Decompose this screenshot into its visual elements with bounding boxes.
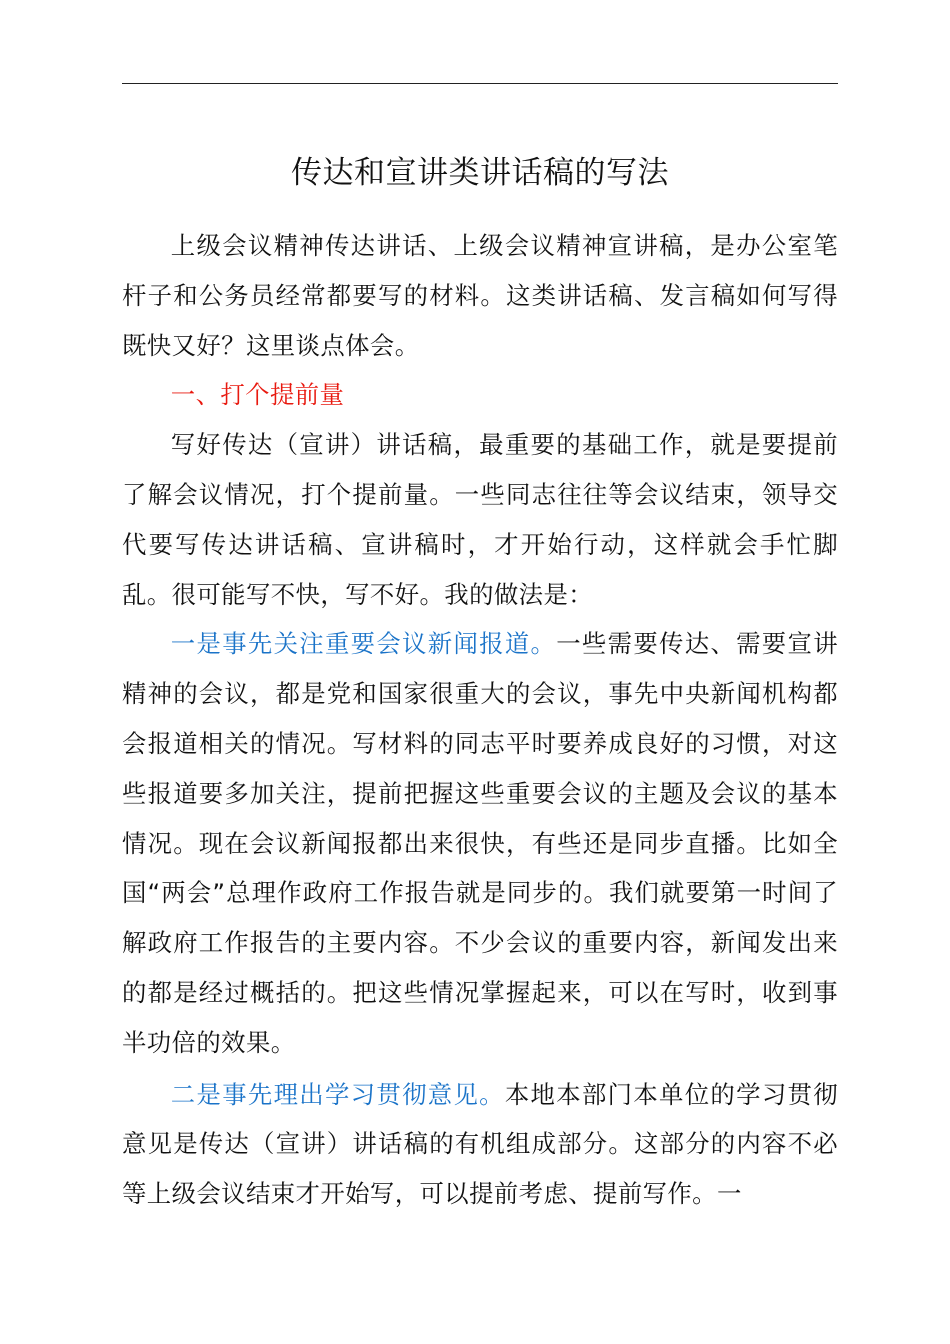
point-one-body: 一些需要传达、需要宣讲精神的会议，都是党和国家很重大的会议，事先中央新闻机构都会报道相关的情况。写材料的同志平时要养成良好的习惯，对这些报道要多加关注，提前把握这些重要会议的主题及会议的基本情况。现在会议新闻报都出来很快，有些还是同步直播。比如全国“两会”总理作政府工作报告就是同步的。我们就要第一时间了解政府工作报告的主要内容。不少会议的重要内容，新闻发出来的都是经过概括的。把这些情况掌握起来，可以在写时，收到事半功倍的效果。 [122,629,838,1057]
document-body [122,221,838,1219]
point-two-lead: 二是事先理出学习贯彻意见。 [170,1079,505,1109]
section-heading: 一、打个提前量 [170,380,345,410]
point-two-paragraph [122,1070,838,1219]
point-one-paragraph [122,619,838,1067]
intro-paragraph: 上级会议精神传达讲话、上级会议精神宣讲稿，是办公室笔杆子和公务员经常都要写的材料。这类讲话稿、发言稿如何写得既快又好？这里谈点体会。 [122,231,838,360]
point-two-body: 本地本部门本单位的学习贯彻意见是传达（宣讲）讲话稿的有机组成部分。这部分的内容不必等上级会议结束才开始写，可以提前考虑、提前写作。一 [122,1079,839,1209]
page-title: 传达和宣讲类讲话稿的写法 [291,155,669,191]
point-one-lead: 一是事先关注重要会议新闻报道。 [170,629,557,659]
header-rule [122,83,838,84]
section-paragraph: 写好传达（宣讲）讲话稿，最重要的基础工作，就是要提前了解会议情况，打个提前量。一些同志往往等会议结束，领导交代要写传达讲话稿、宣讲稿时，才开始行动，这样就会手忙脚乱。很可能写不快，写不好。我的做法是： [122,430,838,609]
